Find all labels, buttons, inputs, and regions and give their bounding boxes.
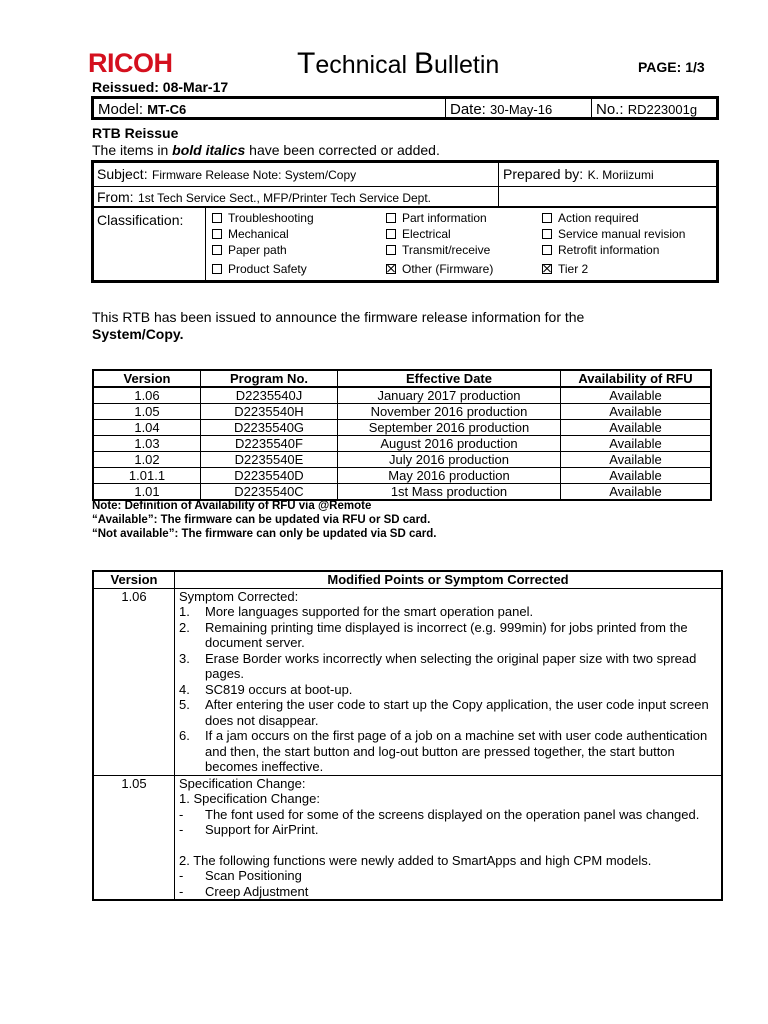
- rtb-reissue-title: RTB Reissue: [92, 125, 179, 141]
- checkbox-square[interactable]: [212, 264, 222, 274]
- cell-version: 1.06: [93, 387, 201, 404]
- cell-availability: Available: [561, 387, 712, 404]
- page-title: [297, 47, 499, 81]
- checkbox-square[interactable]: [212, 245, 222, 255]
- cell-program-no: D2235540J: [201, 387, 338, 404]
- checkbox-label: Part information: [402, 211, 487, 225]
- cell-version: 1.01: [93, 484, 201, 501]
- model-cell: [94, 99, 446, 117]
- intro-text: [92, 309, 712, 343]
- checkbox-square[interactable]: [542, 245, 552, 255]
- checkbox-label: Transmit/receive: [402, 243, 491, 257]
- cell-version: 1.01.1: [93, 468, 201, 484]
- date-value: 30-May-16: [490, 102, 553, 117]
- table-row: [93, 775, 722, 900]
- checkbox-square[interactable]: [212, 229, 222, 239]
- note-line-2: “Available”: The firmware can be updated via RFU or SD card.: [92, 514, 431, 526]
- cell-version: 1.03: [93, 436, 201, 452]
- cell-version: 1.05: [93, 404, 201, 420]
- checkbox-label: Mechanical: [228, 227, 289, 241]
- classification-divider: [205, 208, 206, 280]
- section-heading: Symptom Corrected:: [179, 588, 299, 604]
- checkbox-label: Other (Firmware): [402, 262, 494, 276]
- list-item: - Scan Positioning: [179, 868, 302, 883]
- checkbox-label: Action required: [558, 211, 639, 225]
- checkbox-other-firmware[interactable]: [386, 262, 493, 276]
- cell-availability: Available: [561, 420, 712, 436]
- note-line-1: Note: Definition of Availability of RFU via @Remote: [92, 500, 372, 512]
- rtb-note-bold: bold italics: [172, 142, 246, 158]
- model-date-number-box: [91, 96, 719, 120]
- col-program-no: Program No.: [201, 370, 338, 387]
- checkbox-label: Electrical: [402, 227, 451, 241]
- modifications-table-header: [93, 571, 722, 588]
- checkbox-label: Tier 2: [558, 262, 589, 276]
- rtb-reissue-note: [92, 142, 440, 158]
- checkbox-electrical[interactable]: [386, 227, 451, 241]
- rtb-note-post: have been corrected or added.: [245, 142, 440, 158]
- cell-version: 1.06: [93, 588, 175, 775]
- cell-program-no: D2235540F: [201, 436, 338, 452]
- subject-value: Firmware Release Note: System/Copy: [152, 168, 357, 182]
- prepared-cell: [503, 166, 654, 184]
- intro-line-1: This RTB has been issued to announce the firmware release information for the: [92, 309, 585, 325]
- checkbox-square[interactable]: [212, 213, 222, 223]
- list-item: - Support for AirPrint.: [179, 822, 319, 837]
- checkbox-checked-square[interactable]: [542, 264, 552, 274]
- from-cell: [97, 189, 431, 207]
- checkbox-square[interactable]: [386, 213, 396, 223]
- title-letter-b: B: [414, 47, 435, 80]
- prepared-label: Prepared by:: [503, 166, 584, 182]
- classification-label: Classification:: [97, 212, 184, 228]
- table-row: [93, 436, 711, 452]
- col-effective-date: Effective Date: [338, 370, 561, 387]
- spacer: [179, 838, 717, 853]
- table-row: [93, 404, 711, 420]
- from-row: [94, 187, 716, 208]
- cell-modified-points: [175, 775, 723, 900]
- checkbox-service-manual-revision[interactable]: [542, 227, 685, 241]
- rtb-note-pre: The items in: [92, 142, 173, 158]
- title-part-1: echnical: [315, 51, 414, 79]
- cell-modified-points: [175, 588, 723, 775]
- checkbox-retrofit-information[interactable]: [542, 243, 659, 257]
- number-value: RD223001g: [627, 102, 698, 117]
- table-row: [93, 387, 711, 404]
- modifications-table: [92, 570, 723, 901]
- table-row: [93, 484, 711, 501]
- checkbox-label: Service manual revision: [558, 227, 686, 241]
- list-item: 2. Remaining printing time displayed is incorrect (e.g. 999min) for jobs printed from the document server.: [179, 619, 688, 650]
- cell-effective-date: May 2016 production: [338, 468, 561, 484]
- table-row: [93, 452, 711, 468]
- version-table-header: [93, 370, 711, 387]
- date-label: Date:: [450, 101, 486, 118]
- number-cell: [592, 99, 716, 117]
- list-item: 6. If a jam occurs on the first page of a job on a machine set with user code authentication and then, the start button and log-out button are pressed together, the start button becomes ineffective.: [179, 728, 708, 774]
- checkbox-troubleshooting[interactable]: [212, 211, 314, 225]
- cell-version: 1.05: [93, 775, 175, 900]
- col-modified-points: Modified Points or Symptom Corrected: [175, 571, 723, 588]
- checkbox-tier-2[interactable]: [542, 262, 588, 276]
- checkbox-action-required[interactable]: [542, 211, 639, 225]
- checkbox-transmit-receive[interactable]: [386, 243, 490, 257]
- table-row: [93, 420, 711, 436]
- list-item: - The font used for some of the screens displayed on the operation panel was changed.: [179, 806, 700, 822]
- cell-availability: Available: [561, 436, 712, 452]
- reissued-date: Reissued: 08-Mar-17: [92, 79, 229, 95]
- number-label: No.:: [596, 101, 624, 118]
- cell-program-no: D2235540E: [201, 452, 338, 468]
- cell-program-no: D2235540D: [201, 468, 338, 484]
- list-item: 3. Erase Border works incorrectly when selecting the original paper size with two spread pages.: [179, 650, 697, 681]
- checkbox-square[interactable]: [386, 245, 396, 255]
- cell-version: 1.04: [93, 420, 201, 436]
- checkbox-label: Retrofit information: [558, 243, 660, 257]
- table-row: [93, 588, 722, 775]
- list-item: - Creep Adjustment: [179, 883, 309, 899]
- model-value: MT-C6: [147, 102, 187, 117]
- checkbox-part-information[interactable]: [386, 211, 487, 225]
- list-item: 1. More languages supported for the smart operation panel.: [179, 604, 534, 619]
- cell-program-no: D2235540G: [201, 420, 338, 436]
- bulletin-info-box: [91, 160, 719, 283]
- cell-program-no: D2235540C: [201, 484, 338, 501]
- checkbox-square[interactable]: [386, 229, 396, 239]
- checkbox-square[interactable]: [542, 213, 552, 223]
- col-version: Version: [93, 571, 175, 588]
- cell-effective-date: 1st Mass production: [338, 484, 561, 501]
- prepared-divider: [498, 163, 499, 208]
- cell-availability: Available: [561, 484, 712, 501]
- intro-line-2: System/Copy.: [92, 326, 184, 342]
- checkbox-paper-path[interactable]: [212, 243, 287, 257]
- cell-effective-date: August 2016 production: [338, 436, 561, 452]
- from-label: From:: [97, 189, 134, 205]
- cell-availability: Available: [561, 468, 712, 484]
- subject-label: Subject:: [97, 166, 148, 182]
- cell-availability: Available: [561, 404, 712, 420]
- model-label: Model:: [98, 101, 144, 118]
- ricoh-logo: RICOH: [88, 48, 173, 78]
- section-heading: Specification Change:: [179, 775, 306, 791]
- checkbox-label: Product Safety: [228, 262, 307, 276]
- list-item: 5. After entering the user code to start up the Copy application, the user code input screen does not disappear.: [179, 697, 709, 728]
- sub-heading: 1. Specification Change:: [179, 791, 320, 806]
- cell-effective-date: July 2016 production: [338, 452, 561, 468]
- checkbox-product-safety[interactable]: [212, 262, 307, 276]
- prepared-value: K. Moriizumi: [587, 168, 654, 182]
- sub-heading: 2. The following functions were newly added to SmartApps and high CPM models.: [179, 852, 652, 868]
- note-line-3: “Not available”: The firmware can only be updated via SD card.: [92, 528, 437, 540]
- title-part-2: ulletin: [434, 51, 500, 79]
- checkbox-mechanical[interactable]: [212, 227, 289, 241]
- cell-effective-date: January 2017 production: [338, 387, 561, 404]
- list-item: 4. SC819 occurs at boot-up.: [179, 681, 353, 697]
- cell-effective-date: September 2016 production: [338, 420, 561, 436]
- subject-row: [94, 163, 716, 187]
- date-cell: [446, 99, 592, 117]
- checkbox-label: Paper path: [228, 243, 287, 257]
- cell-program-no: D2235540H: [201, 404, 338, 420]
- col-version: Version: [93, 370, 201, 387]
- checkbox-checked-square[interactable]: [386, 264, 396, 274]
- table-row: [93, 468, 711, 484]
- cell-availability: Available: [561, 452, 712, 468]
- title-letter-t: T: [297, 47, 316, 80]
- checkbox-label: Troubleshooting: [228, 211, 314, 225]
- col-availability: Availability of RFU: [561, 370, 712, 387]
- subject-cell: [97, 166, 356, 184]
- from-value: 1st Tech Service Sect., MFP/Printer Tech Service Dept.: [138, 191, 432, 205]
- rfu-notes: [92, 499, 436, 541]
- page-number: PAGE: 1/3: [638, 59, 705, 75]
- cell-effective-date: November 2016 production: [338, 404, 561, 420]
- version-table: [92, 369, 712, 501]
- cell-version: 1.02: [93, 452, 201, 468]
- checkbox-square[interactable]: [542, 229, 552, 239]
